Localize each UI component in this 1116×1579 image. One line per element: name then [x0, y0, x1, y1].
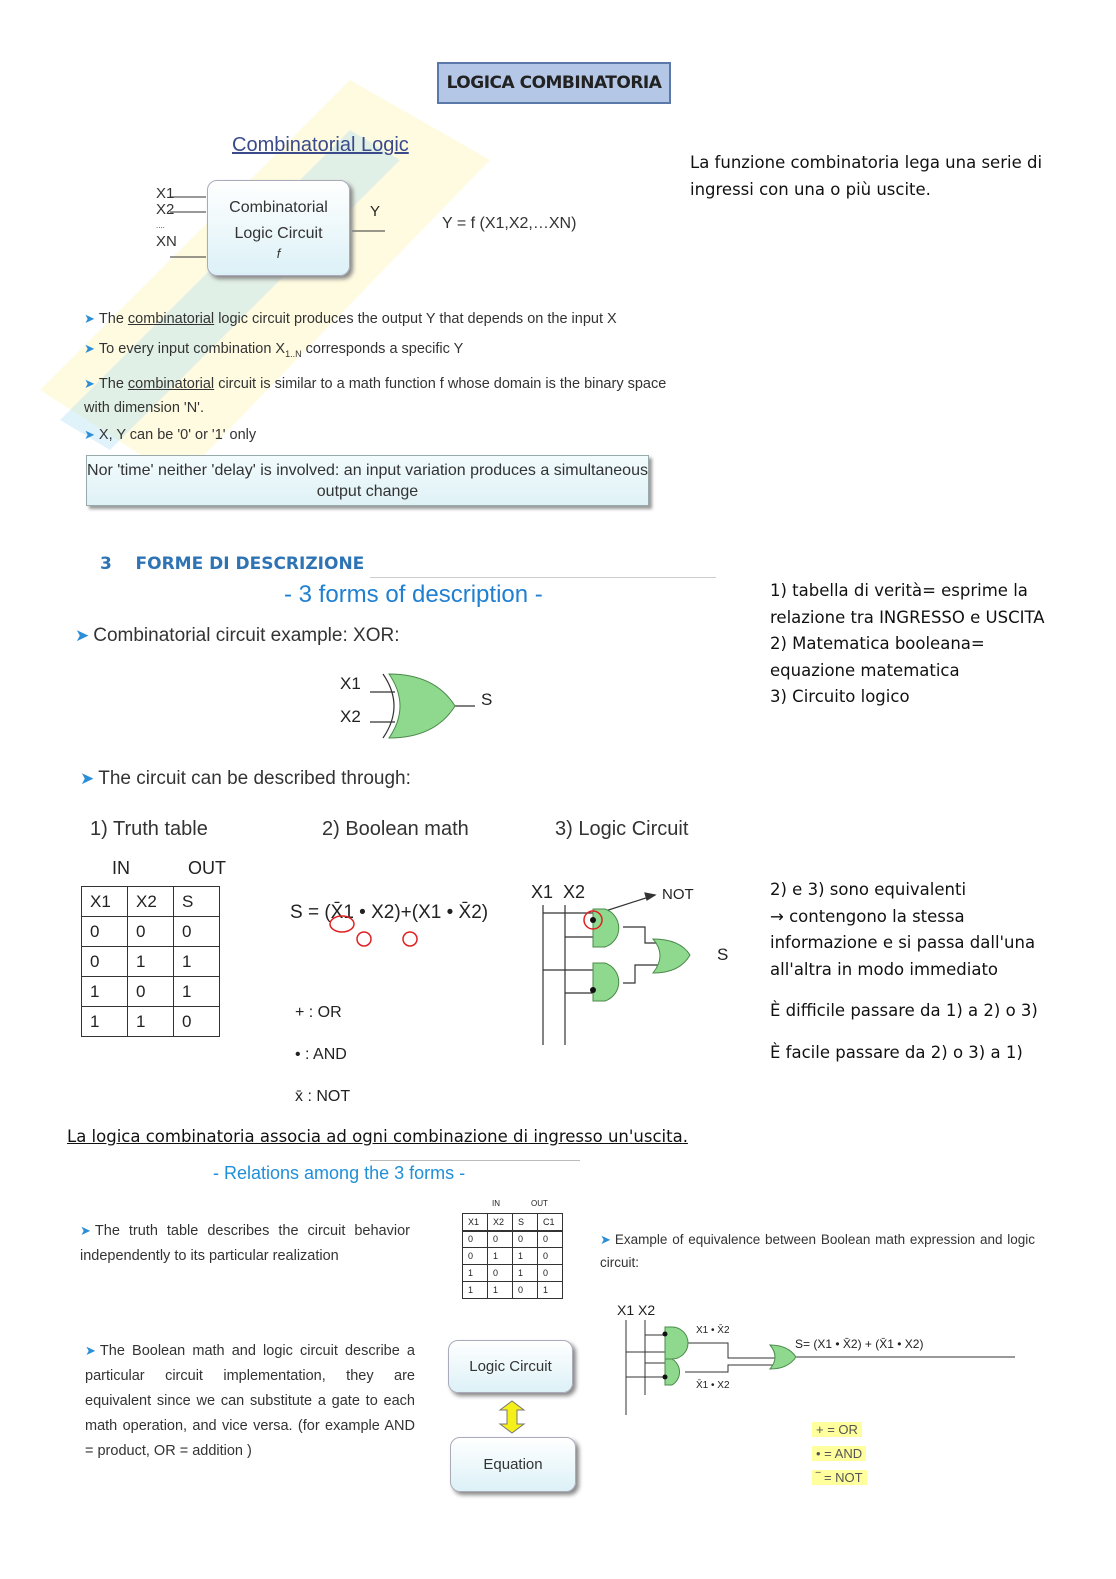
term-label: X1 • X̄2: [696, 1325, 730, 1336]
arrow-icon: ➤: [84, 375, 95, 391]
cell: 1: [82, 977, 128, 1007]
cell: 1: [538, 1282, 563, 1299]
note-box: Nor 'time' neither 'delay' is involved: an input variation produces a simultaneous output change: [86, 455, 649, 506]
bullet: ➤ The combinatorial circuit is similar to a math function f whose domain is the binary space with dimension 'N'.: [84, 375, 667, 416]
cell: 1: [82, 1007, 128, 1037]
arrow-icon: ➤: [80, 1223, 91, 1238]
header-cell: X1: [82, 887, 128, 917]
input-x1: X1: [156, 185, 175, 202]
cell: 1: [128, 947, 174, 977]
red-circle-annotations: [325, 912, 425, 952]
arrow-icon: ➤: [80, 769, 95, 788]
input-xn: XN: [156, 233, 177, 250]
xor-output: S: [481, 690, 493, 709]
described-line: ➤ The circuit can be described through:: [80, 768, 411, 789]
summary-line: La logica combinatoria associa ad ogni combinazione di ingresso un'uscita.: [67, 1127, 688, 1146]
bullet: ➤ The combinatorial logic circuit produces the output Y that depends on the input X: [84, 311, 617, 327]
cell: 1: [488, 1248, 513, 1265]
small-table-in: IN: [492, 1199, 500, 1208]
right-notes: [770, 877, 1055, 1066]
slide-heading: Combinatorial Logic: [232, 134, 409, 156]
cell: 0: [463, 1248, 488, 1265]
double-arrow-icon: [498, 1400, 526, 1434]
table-row: [463, 1265, 563, 1282]
formula: Y = f (X1,X2,…XN): [442, 215, 577, 232]
input-dots: ....: [156, 221, 165, 230]
cell: 0: [174, 1007, 220, 1037]
legend-item: x̄ : NOT: [295, 1088, 351, 1105]
table-row: [82, 947, 220, 977]
cell: 1: [128, 1007, 174, 1037]
header-cell: C1: [538, 1214, 563, 1231]
heading-logic-circuit: 3) Logic Circuit: [555, 818, 689, 840]
boolean-equation: S = (X̄1 • X2)+(X1 • X̄2): [290, 902, 489, 923]
note-line: È difficile passare da 1) a 2) o 3): [770, 1001, 1038, 1020]
truth-table: [81, 886, 220, 1037]
legend-item: ‾ = NOT: [812, 1470, 867, 1485]
bullet-list: [84, 304, 674, 450]
arrow-icon: ➤: [85, 1343, 96, 1358]
table-row: [82, 977, 220, 1007]
divider: [370, 1160, 580, 1161]
cell: 0: [128, 917, 174, 947]
divider: [370, 577, 716, 578]
cell: 1: [488, 1282, 513, 1299]
section-heading: 3 FORME DI DESCRIZIONE: [100, 554, 365, 574]
cell: 0: [128, 977, 174, 1007]
right-list: [770, 578, 1060, 711]
table-row: [463, 1231, 563, 1248]
slide3-title: - Relations among the 3 forms -: [213, 1163, 466, 1183]
cell: 1: [463, 1265, 488, 1282]
xor-input-x2: X2: [340, 707, 361, 726]
cell: 1: [513, 1248, 538, 1265]
circuit-inputs: X1 X2: [531, 882, 586, 902]
logic-circuit-diagram: [535, 885, 705, 1050]
small-table-out: OUT: [531, 1199, 548, 1208]
arrow-icon: ➤: [84, 426, 95, 442]
arrow-icon: ➤: [600, 1232, 611, 1247]
bullet: ➤ To every input combination $X_{1..N}$ corresponds a specific Y: [84, 341, 464, 359]
cell: 1: [513, 1265, 538, 1282]
cell: 0: [513, 1282, 538, 1299]
legend-item: • : AND: [295, 1046, 347, 1063]
xor-input-x1: X1: [340, 674, 361, 693]
legend2: [812, 1418, 867, 1490]
list-item: 2) Matematica booleana= equazione matematica: [770, 634, 985, 680]
legend-item: • = AND: [812, 1446, 866, 1461]
cell: 0: [538, 1248, 563, 1265]
para-boolean: ➤ The Boolean math and logic circuit describe a particular circuit implementation, they are equivalent since we can substitute a gate to each math operation, and vice versa. (for example AND = product, OR = addition ): [85, 1343, 415, 1459]
note-line: È facile passare da 2) o 3) a 1): [770, 1042, 1023, 1062]
equivalence-circuit-diagram: [610, 1315, 1020, 1420]
table-row: [463, 1248, 563, 1265]
boolean-legend: [295, 992, 350, 1118]
table-row: [82, 1007, 220, 1037]
cell: 1: [174, 977, 220, 1007]
cell: 0: [488, 1231, 513, 1248]
heading-truth-table: 1) Truth table: [90, 818, 208, 840]
header-cell: S: [513, 1214, 538, 1231]
combinatorial-box: [207, 180, 350, 276]
cell: 0: [463, 1231, 488, 1248]
cell: 1: [174, 947, 220, 977]
arrow-icon: ➤: [75, 626, 90, 645]
legend-item: + : OR: [295, 1004, 342, 1021]
cell: 0: [82, 947, 128, 977]
cell: 1: [463, 1282, 488, 1299]
circuit-output: S: [717, 945, 729, 964]
table-row: [82, 917, 220, 947]
heading-boolean-math: 2) Boolean math: [322, 818, 469, 840]
box-line: Combinatorial: [229, 199, 328, 216]
term-label: X̄1 • X2: [696, 1380, 730, 1391]
arrow-icon: ➤: [84, 311, 95, 326]
example-line: ➤ Combinatorial circuit example: XOR:: [75, 625, 400, 646]
cell: 0: [538, 1231, 563, 1248]
bullet: ➤ X, Y can be '0' or '1' only: [84, 426, 257, 443]
box-line: f: [276, 246, 281, 261]
arrow-icon: ➤: [84, 341, 95, 356]
header-cell: S: [174, 887, 220, 917]
cell: 0: [488, 1265, 513, 1282]
para-truth-table: ➤ The truth table describes the circuit behavior independently to its particular realization: [80, 1223, 410, 1264]
cell: 0: [174, 917, 220, 947]
output-label: Y: [370, 203, 381, 220]
circuit2-inputs: X1 X2: [617, 1302, 656, 1318]
header-cell: X2: [488, 1214, 513, 1231]
header-cell: X1: [463, 1214, 488, 1231]
example-text: ➤ Example of equivalence between Boolean math expression and logic circuit:: [600, 1232, 1035, 1270]
small-truth-table: [462, 1213, 563, 1299]
table-header: [82, 887, 220, 917]
equation-box: Equation: [450, 1437, 576, 1492]
table-group-in: IN: [112, 858, 130, 878]
cell: 0: [513, 1231, 538, 1248]
not-label: NOT: [662, 886, 694, 903]
note-line: → contengono la stessa informazione e si passa dall'una all'altra in modo immediato: [770, 906, 1036, 979]
note-line: 2) e 3) sono equivalenti: [770, 880, 967, 899]
input-x2: X2: [156, 201, 175, 218]
page-title: LOGICA COMBINATORIA: [437, 62, 671, 104]
cell: 0: [82, 917, 128, 947]
cell: 0: [538, 1265, 563, 1282]
legend-item: + = OR: [812, 1422, 862, 1437]
list-item: 1) tabella di verità= esprime la relazione tra INGRESSO e USCITA: [770, 581, 1045, 627]
table-header: [463, 1214, 563, 1231]
intro-text: La funzione combinatoria lega una serie di ingressi con una o più uscite.: [690, 153, 1043, 199]
table-row: [463, 1282, 563, 1299]
slide2-title: - 3 forms of description -: [284, 581, 543, 608]
header-cell: X2: [128, 887, 174, 917]
logic-circuit-box: Logic Circuit: [448, 1340, 573, 1393]
circuit2-output: S= (X1 • X̄2) + (X̄1 • X2): [795, 1337, 924, 1351]
list-item: 3) Circuito logico: [770, 687, 910, 706]
table-group-out: OUT: [188, 858, 226, 878]
box-line: Logic Circuit: [234, 225, 323, 242]
xor-gate-icon: [365, 670, 485, 742]
